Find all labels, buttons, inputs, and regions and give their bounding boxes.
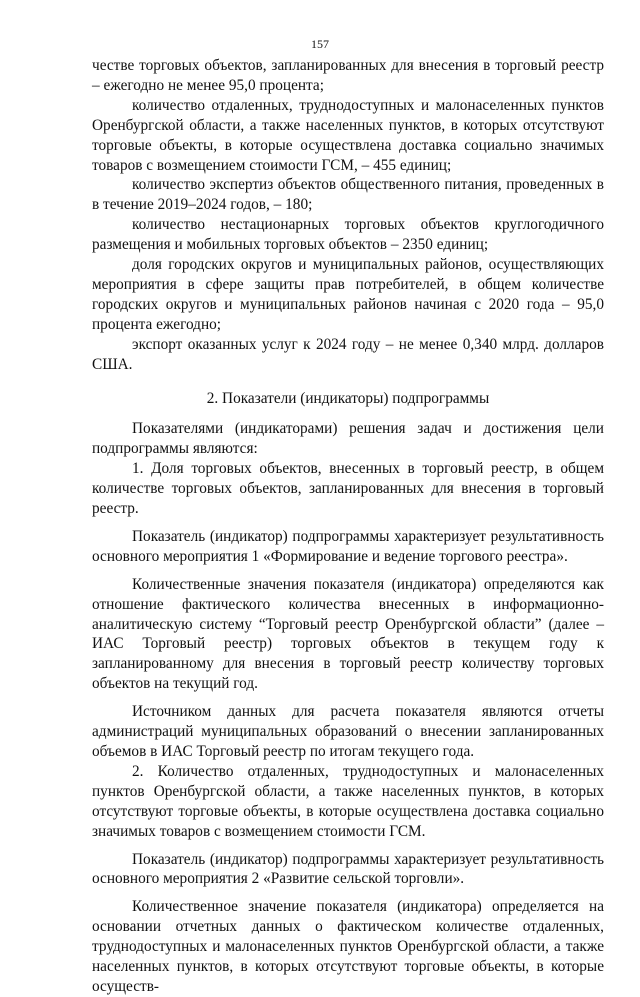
paragraph: количество экспертиз объектов общественного питания, проведенных в в течение 2019–2024 годов, – 180; <box>92 176 604 214</box>
paragraph: экспорт оказанных услуг к 2024 году – не менее 0,340 млрд. долларов США. <box>92 335 604 373</box>
paragraph: 2. Количество отдаленных, труднодоступных и малонаселенных пунктов Оренбургской области, а также населенных пунктов, в которых отсутствуют торговые объекты, в которые осуществлена доставка социально значимых товаров с возмещением стоимости ГСМ. <box>92 762 604 840</box>
section-heading: 2. Показатели (индикаторы) подпрограммы <box>206 389 490 407</box>
document-body <box>92 56 604 997</box>
paragraph: Показатель (индикатор) подпрограммы характеризует результативность основного мероприятия 2 «Развитие сельской торговли». <box>92 850 604 888</box>
paragraph: Количественное значение показателя (индикатора) определяется на основании отчетных данных о фактическом количестве отдаленных, труднодоступных и малонаселенных пунктов Оренбургской области, а также населенных пунктов, в которых отсутствуют торговые объекты, в которые осуществ- <box>92 898 604 995</box>
paragraph: Количественные значения показателя (индикатора) определяются как отношение фактического количества внесенных в информационно-аналитическую систему “Торговый реестр Оренбургской области” (далее – ИАС Торговый реестр) торговых объектов в текущем году к запланированному для внесения в торговый реестр количеству торговых объектов на текущий год. <box>92 575 604 693</box>
paragraph: Показателями (индикаторами) решения задач и достижения цели подпрограммы являются: <box>92 420 604 458</box>
paragraph: Показатель (индикатор) подпрограммы характеризует результативность основного мероприятия 1 «Формирование и ведение торгового реестра». <box>92 527 604 565</box>
paragraph: Источником данных для расчета показателя являются отчеты администраций муниципальных образований о внесении запланированных объемов в ИАС Торговый реестр по итогам текущего года. <box>92 703 604 760</box>
paragraph: 1. Доля торговых объектов, внесенных в торговый реестр, в общем количестве торговых объектов, запланированных для внесения в торговый реестр. <box>92 460 604 518</box>
page-number: 157 <box>311 37 329 51</box>
paragraph-continuation: честве торговых объектов, запланированных для внесения в торговый реестр – ежегодно не менее 95,0 процента; <box>92 57 604 94</box>
paragraph: количество отдаленных, труднодоступных и малонаселенных пунктов Оренбургской области, а также населенных пунктов, в которых отсутствуют торговые объекты, в которые осуществлена доставка социально значимых товаров с возмещением стоимости ГСМ, – 455 единиц; <box>92 96 604 174</box>
paragraph: доля городских округов и муниципальных районов, осуществляющих мероприятия в сфере защиты прав потребителей, в общем количестве городских округов и муниципальных районов начиная с 2020 года – 95,0 процента ежегодно; <box>92 256 604 333</box>
paragraph: количество нестационарных торговых объектов круглогодичного размещения и мобильных торговых объектов – 2350 единиц; <box>92 216 604 254</box>
